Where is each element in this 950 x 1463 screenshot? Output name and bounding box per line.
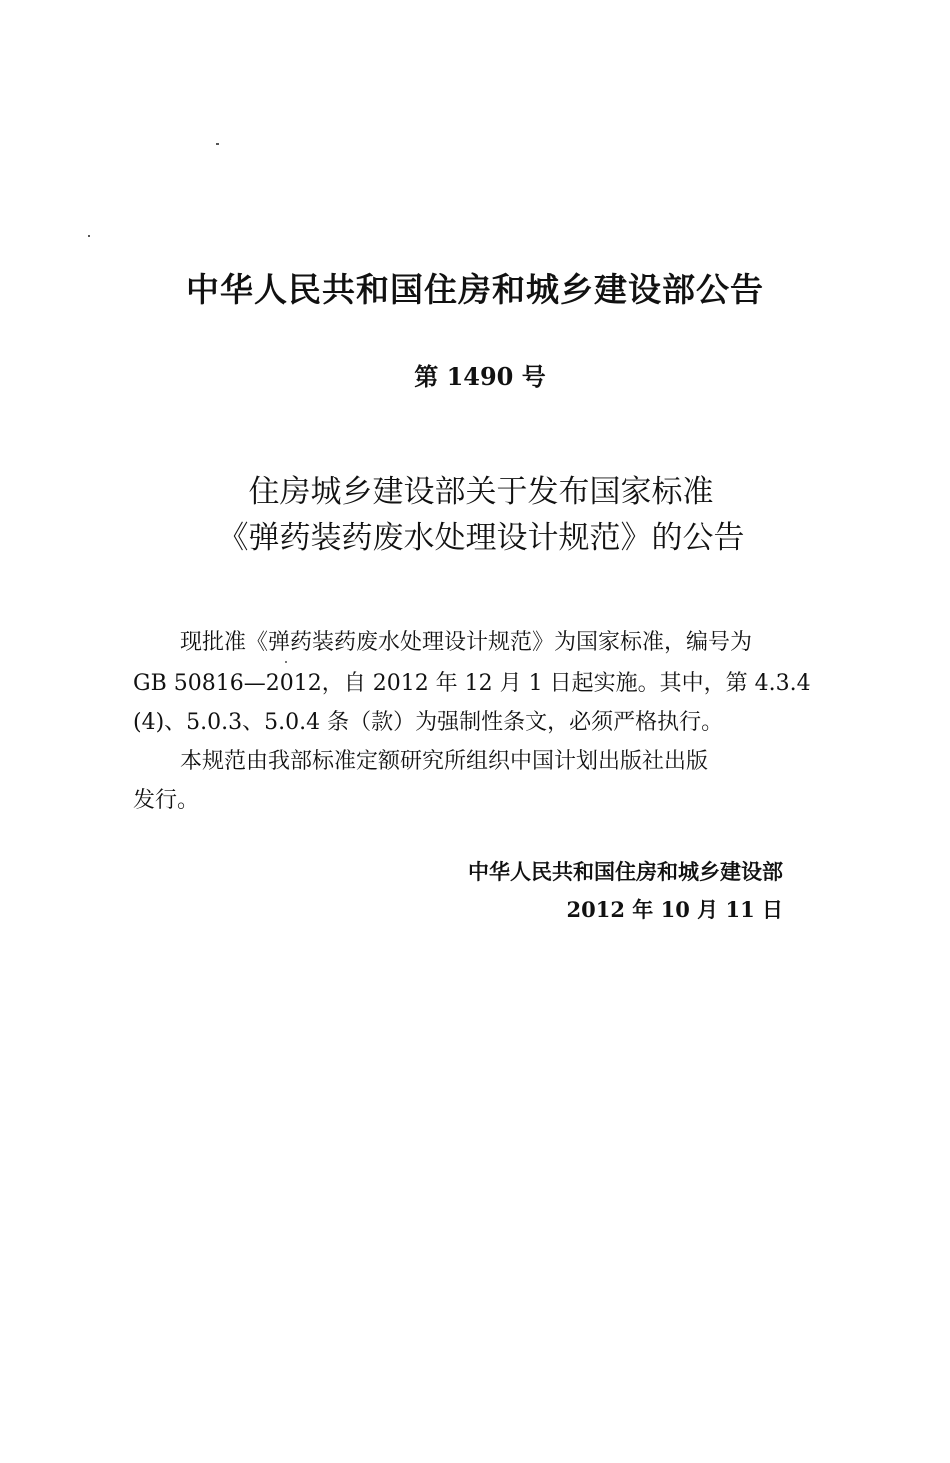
scan-speck — [216, 143, 219, 145]
signature-date: 2012 年 10 月 11 日 — [566, 897, 783, 922]
signature-organization: 中华人民共和国住房和城乡建设部 — [468, 860, 783, 884]
paragraph-1-line-2: GB 50816—2012，自 2012 年 12 月 1 日起实施。其中，第 4.3.4 — [133, 671, 811, 696]
paragraph-1-line-1: 现批准《弹药装药废水处理设计规范》为国家标准，编号为 — [180, 630, 753, 655]
announcement-number: 第 1490 号 — [414, 362, 546, 391]
paragraph-2-line-1: 本规范由我部标准定额研究所组织中国计划出版社出版 — [180, 749, 709, 774]
scan-speck — [88, 235, 90, 237]
paragraph-1-line-3: (4)、5.0.3、5.0.4 条（款）为强制性条文，必须严格执行。 — [133, 710, 724, 735]
paragraph-2-line-2: 发行。 — [133, 788, 200, 813]
scan-speck — [285, 661, 287, 663]
subject-line-1: 住房城乡建设部关于发布国家标准 — [248, 474, 714, 510]
subject-line-2: 《弹药装药废水处理设计规范》的公告 — [217, 520, 745, 556]
issuer-title: 中华人民共和国住房和城乡建设部公告 — [186, 270, 764, 309]
